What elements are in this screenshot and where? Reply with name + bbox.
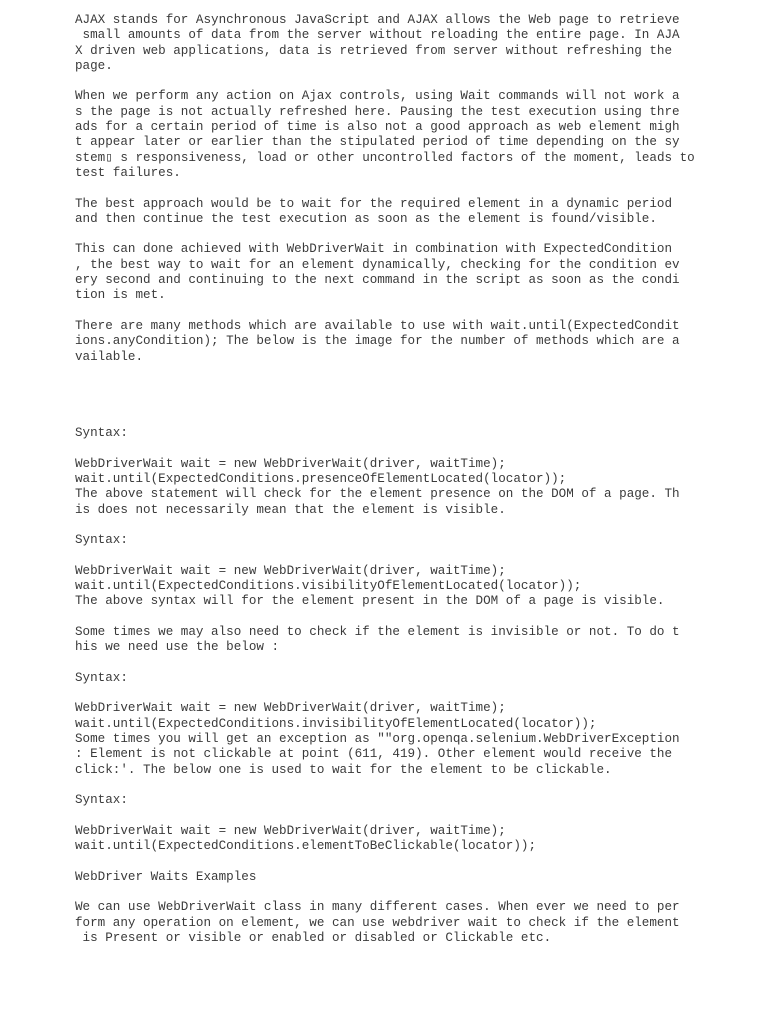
document-body xyxy=(75,13,695,962)
paragraph-syntax-1-label xyxy=(75,426,695,441)
text-line: tion is met. xyxy=(75,288,166,303)
text-line: ery second and continuing to the next command in the script as soon as the condi xyxy=(75,273,680,288)
paragraph-webdriverwait-intro xyxy=(75,242,695,303)
text-line: page. xyxy=(75,58,113,73)
paragraph-syntax-3-label xyxy=(75,671,695,686)
text-line: Some times you will get an exception as ""org.openqa.selenium.WebDriverException xyxy=(75,732,680,747)
text-line: WebDriverWait wait = new WebDriverWait(driver, waitTime); xyxy=(75,456,506,471)
text-line: X driven web applications, data is retrieved from server without refreshing the xyxy=(75,43,673,58)
paragraph-intro-ajax xyxy=(75,13,695,74)
paragraph-syntax-3-code xyxy=(75,701,695,777)
text-line: This can done achieved with WebDriverWait in combination with ExpectedCondition xyxy=(75,242,673,257)
text-line: WebDriverWait wait = new WebDriverWait(driver, waitTime); xyxy=(75,823,506,838)
paragraph-syntax-1-code xyxy=(75,457,695,518)
paragraph-many-methods xyxy=(75,319,695,365)
text-line: The above syntax will for the element present in the DOM of a page is visible. xyxy=(75,594,665,609)
text-line: small amounts of data from the server without reloading the entire page. In AJA xyxy=(75,28,680,43)
text-line: wait.until(ExpectedConditions.invisibilityOfElementLocated(locator)); xyxy=(75,716,597,731)
text-line: There are many methods which are available to use with wait.until(ExpectedCondit xyxy=(75,318,680,333)
text-line: form any operation on element, we can use webdriver wait to check if the element xyxy=(75,915,680,930)
text-line: The above statement will check for the element presence on the DOM of a page. Th xyxy=(75,487,680,502)
text-line: and then continue the test execution as soon as the element is found/visible. xyxy=(75,211,657,226)
text-line: click:'. The below one is used to wait for the element to be clickable. xyxy=(75,762,612,777)
paragraph-syntax-2-label xyxy=(75,533,695,548)
text-line: wait.until(ExpectedConditions.presenceOfElementLocated(locator)); xyxy=(75,472,567,487)
paragraph-syntax-4-label xyxy=(75,793,695,808)
text-line: AJAX stands for Asynchronous JavaScript and AJAX allows the Web page to retrieve xyxy=(75,13,680,27)
text-line: stem▯ s responsiveness, load or other uncontrolled factors of the moment, leads to xyxy=(75,150,695,165)
text-line: Syntax: xyxy=(75,793,128,808)
text-line: Syntax: xyxy=(75,533,128,548)
text-line: We can use WebDriverWait class in many different cases. When ever we need to per xyxy=(75,900,680,915)
paragraph-examples-heading xyxy=(75,870,695,885)
text-line: test failures. xyxy=(75,165,181,180)
text-line: : Element is not clickable at point (611, 419). Other element would receive the xyxy=(75,747,673,762)
text-line: , the best way to wait for an element dynamically, checking for the condition ev xyxy=(75,257,680,272)
image-placeholder-gap xyxy=(75,380,695,426)
paragraph-wait-problem xyxy=(75,89,695,181)
text-line: The best approach would be to wait for the required element in a dynamic period xyxy=(75,196,673,211)
text-line: wait.until(ExpectedConditions.visibilityOfElementLocated(locator)); xyxy=(75,579,582,594)
text-line: WebDriverWait wait = new WebDriverWait(driver, waitTime); xyxy=(75,701,506,716)
text-line: his we need use the below : xyxy=(75,640,280,655)
text-line: is Present or visible or enabled or disabled or Clickable etc. xyxy=(75,930,552,945)
paragraph-syntax-4-code xyxy=(75,824,695,855)
text-line: vailable. xyxy=(75,349,144,364)
text-line: WebDriver Waits Examples xyxy=(75,869,257,884)
text-line: ads for a certain period of time is also not a good approach as web element migh xyxy=(75,120,680,135)
text-line: Some times we may also need to check if the element is invisible or not. To do t xyxy=(75,624,680,639)
text-line: WebDriverWait wait = new WebDriverWait(driver, waitTime); xyxy=(75,563,506,578)
paragraph-syntax-2-code xyxy=(75,564,695,610)
paragraph-invisible-intro xyxy=(75,625,695,656)
text-line: t appear later or earlier than the stipulated period of time depending on the sy xyxy=(75,135,680,150)
paragraph-best-approach xyxy=(75,197,695,228)
text-line: When we perform any action on Ajax controls, using Wait commands will not work a xyxy=(75,89,680,104)
text-line: s the page is not actually refreshed here. Pausing the test execution using thre xyxy=(75,104,680,119)
text-line: is does not necessarily mean that the element is visible. xyxy=(75,502,506,517)
paragraph-examples-body xyxy=(75,900,695,946)
text-line: ions.anyCondition); The below is the image for the number of methods which are a xyxy=(75,334,680,349)
text-line: Syntax: xyxy=(75,426,128,441)
text-line: Syntax: xyxy=(75,670,128,685)
text-line: wait.until(ExpectedConditions.elementToBeClickable(locator)); xyxy=(75,839,537,854)
